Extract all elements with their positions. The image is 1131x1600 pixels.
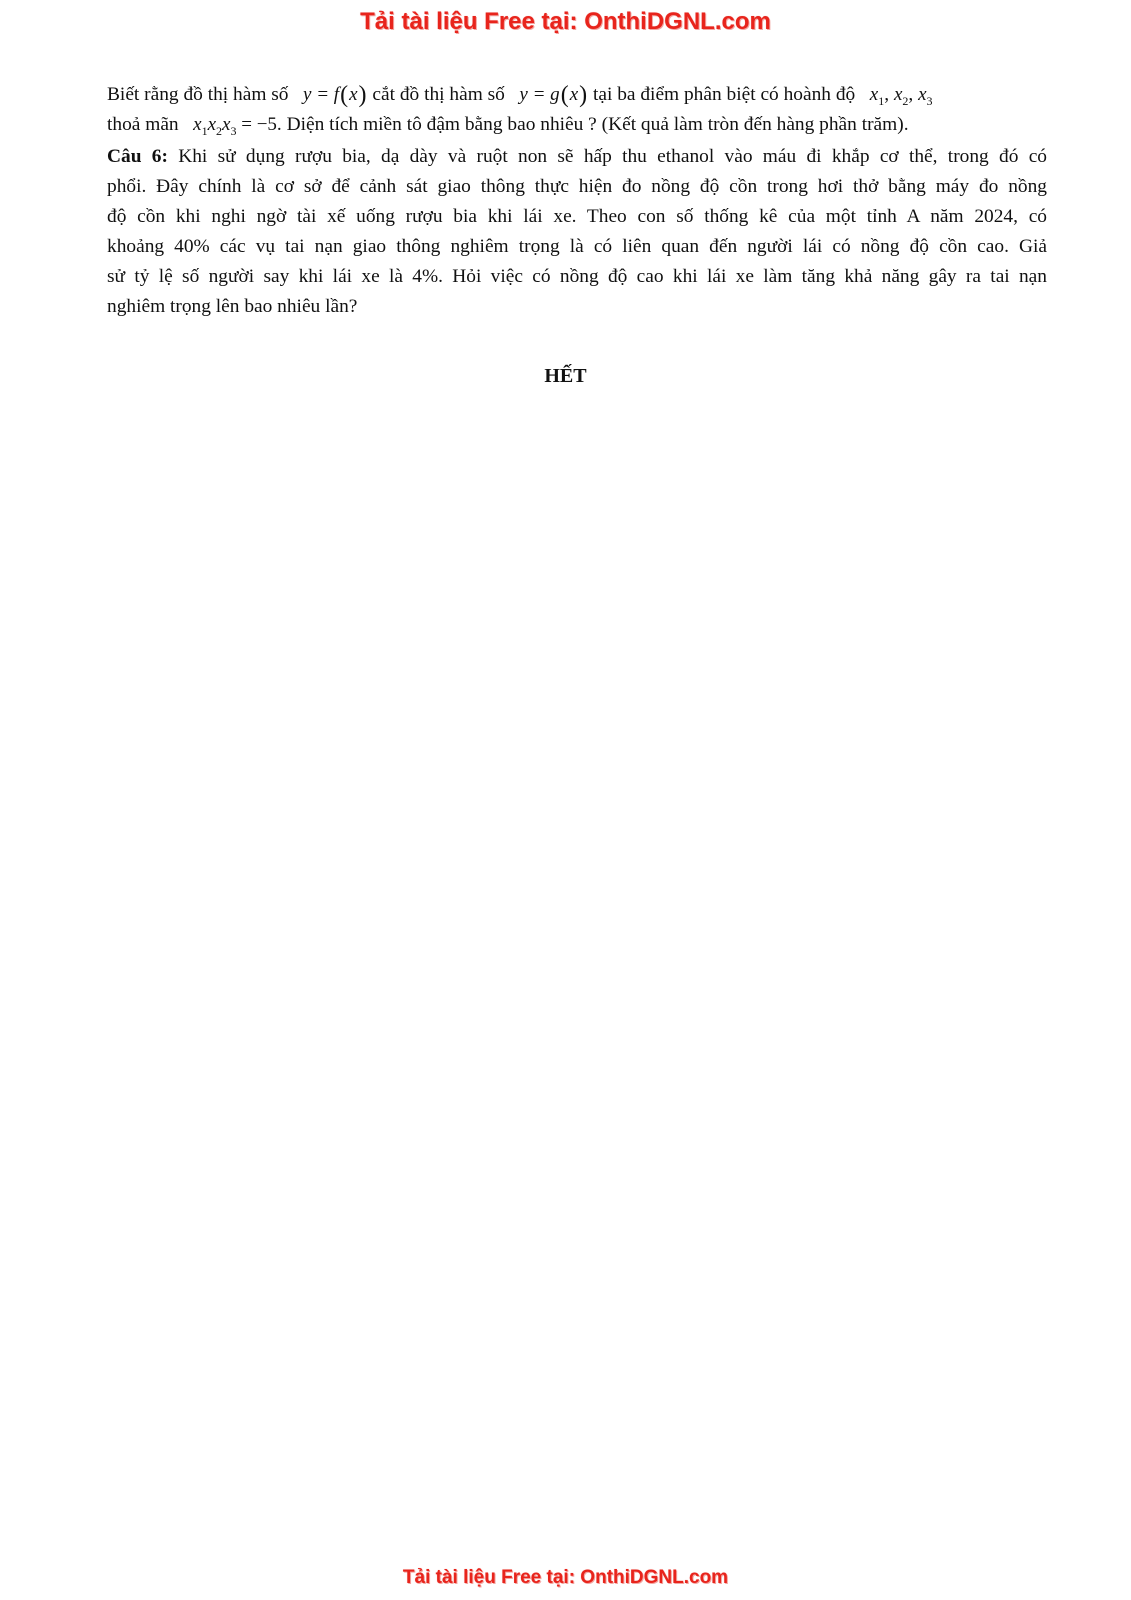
product-equation: $x_1x_2x_3 = -5$ [193,114,277,138]
footer-banner: Tải tài liệu Free tại: OnthiDGNL.com [402,1567,729,1588]
q6-line-2: phổi. Đây chính là cơ sở để cảnh sát giao thông thực hiện đo nồng độ cồn trong hơi thở bằng máy đo nồng [107,176,1047,197]
header-banner: Tải tài liệu Free tại: OnthiDGNL.com [360,8,771,35]
q6-line-4: khoảng 40% các vụ tai nạn giao thông nghiêm trọng là có liên quan đến người lái có nồng độ cồn cao. Giả [107,236,1047,257]
q5-line-2 [107,110,1047,140]
q5-text-c: tại ba điểm phân biệt có hoành độ [592,84,856,105]
equation-f: y = f(x) [303,82,367,108]
q6-line-1: Câu 6: Khi sử dụng rượu bia, dạ dày và ruột non sẽ hấp thu ethanol vào máu đi khắp cơ thể, trong đó có [107,146,1047,167]
q5-text-e: . Diện tích miền tô đậm bằng bao nhiêu ? (Kết quả làm tròn đến hàng phần trăm). [276,114,909,135]
x2-symbol: $x_2$ [893,84,909,108]
x1-symbol: $x_1$ [869,84,885,108]
end-mark: HẾT [544,365,587,387]
document-content [107,80,1047,322]
question-label: Câu 6: [107,146,168,167]
x3-symbol: $x_3$ [918,84,933,108]
q5-line-1: Biết rằng đồ thị hàm số y = f(x) cắt đồ thị hàm số y = g(x) tại ba điểm phân biệt có hoành độ $x_1$, $x_2$, $x_3$ [107,82,933,108]
q5-text-a: Biết rằng đồ thị hàm số [107,84,289,105]
q5-text-d: thoả mãn [107,114,179,135]
equation-g: y = g(x) [519,82,588,108]
q6-line-6: nghiêm trọng lên bao nhiêu lần? [107,296,358,317]
question-6 [107,142,1047,322]
q6-line-3: độ cồn khi nghi ngờ tài xế uống rượu bia khi lái xe. Theo con số thống kê của một tỉnh A năm 2024, có [107,206,1047,227]
q5-text-b: cắt đồ thị hàm số [372,84,505,105]
q6-line-5: sử tỷ lệ số người say khi lái xe là 4%. Hỏi việc có nồng độ cao khi lái xe làm tăng khả năng gây ra tai nạn [107,266,1047,287]
